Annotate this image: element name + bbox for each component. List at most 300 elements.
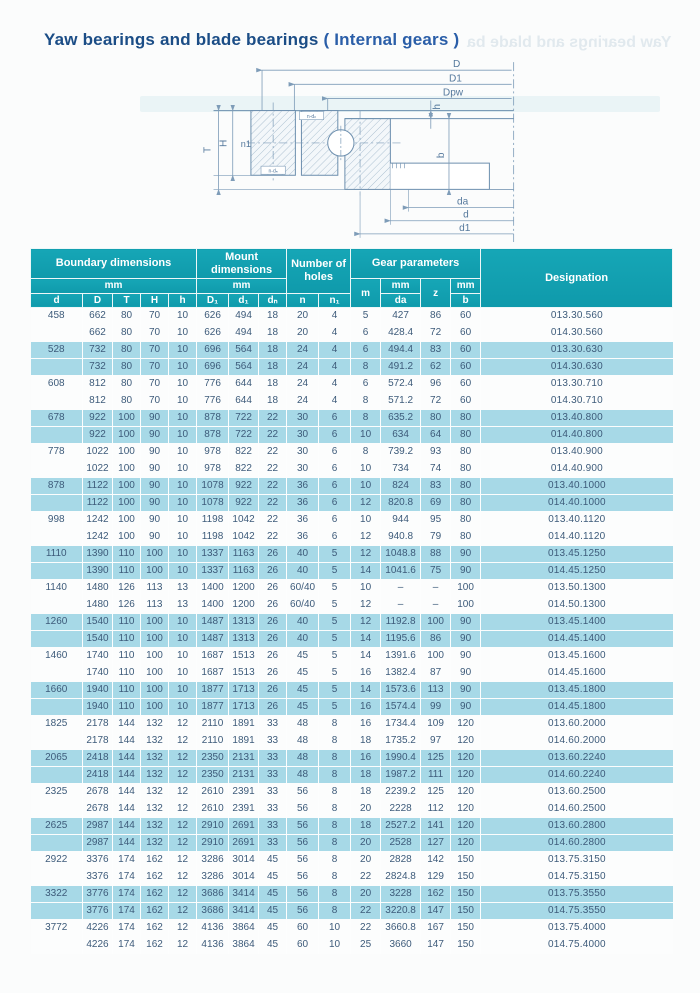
cell-designation: 013.45.1800 (481, 682, 673, 699)
cell-m: 18 (351, 767, 381, 784)
cell-m: 8 (351, 410, 381, 427)
cell-da: 1990.4 (381, 750, 421, 767)
bearing-cross-section-drawing (188, 54, 522, 246)
cell-da: 739.2 (381, 444, 421, 461)
cell-d: 1260 (31, 614, 83, 631)
cell-da: 820.8 (381, 495, 421, 512)
cell-b: 120 (451, 716, 481, 733)
cell-n1: 5 (319, 631, 351, 648)
cell-designation: 013.45.1250 (481, 546, 673, 563)
cell-D1: 1078 (197, 478, 229, 495)
cell-m: 25 (351, 937, 381, 954)
cell-d1: 1713 (229, 682, 259, 699)
cell-h: 12 (169, 869, 197, 886)
cell-D: 1122 (83, 478, 113, 495)
cell-D: 1022 (83, 461, 113, 478)
cell-n: 36 (287, 478, 319, 495)
cell-D: 1740 (83, 665, 113, 682)
cell-b: 60 (451, 342, 481, 359)
cell-d1: 2131 (229, 750, 259, 767)
cell-T: 100 (113, 529, 141, 546)
cell-d1: 822 (229, 444, 259, 461)
cell-n: 45 (287, 665, 319, 682)
cell-H: 162 (141, 886, 169, 903)
cell-D1: 1337 (197, 563, 229, 580)
header-unit-mm-da: mm (381, 279, 421, 294)
cell-h: 10 (169, 308, 197, 325)
cell-H: 70 (141, 376, 169, 393)
cell-b: 80 (451, 444, 481, 461)
cell-z: 142 (421, 852, 451, 869)
cell-dn: 26 (259, 546, 287, 563)
cell-D: 4226 (83, 920, 113, 937)
cell-D1: 776 (197, 393, 229, 410)
cell-D: 1740 (83, 648, 113, 665)
cell-da: 572.4 (381, 376, 421, 393)
cell-d1: 922 (229, 478, 259, 495)
cell-D1: 2910 (197, 835, 229, 852)
cell-n1: 5 (319, 682, 351, 699)
cell-m: 12 (351, 546, 381, 563)
cell-h: 10 (169, 410, 197, 427)
cell-D: 3776 (83, 903, 113, 920)
cell-n: 30 (287, 410, 319, 427)
cell-n: 30 (287, 444, 319, 461)
cell-T: 144 (113, 733, 141, 750)
cell-d (31, 869, 83, 886)
cell-n1: 8 (319, 767, 351, 784)
bleed-through-title: Yaw bearings and blade ba (467, 34, 672, 51)
cell-d1: 644 (229, 376, 259, 393)
cell-d1: 3414 (229, 886, 259, 903)
cell-n1: 10 (319, 920, 351, 937)
cell-h: 12 (169, 750, 197, 767)
cell-D: 1540 (83, 631, 113, 648)
cell-m: 18 (351, 818, 381, 835)
cell-d1: 3864 (229, 920, 259, 937)
cell-D: 1390 (83, 563, 113, 580)
cell-da: 635.2 (381, 410, 421, 427)
table-row (31, 376, 673, 393)
cell-n1: 6 (319, 427, 351, 444)
spec-table (30, 248, 673, 954)
cell-d (31, 835, 83, 852)
cell-m: 18 (351, 784, 381, 801)
table-row (31, 920, 673, 937)
cell-n1: 8 (319, 886, 351, 903)
cell-n1: 8 (319, 750, 351, 767)
cell-D: 2678 (83, 784, 113, 801)
cell-dn: 18 (259, 376, 287, 393)
cell-designation: 013.75.3550 (481, 886, 673, 903)
cell-D: 2178 (83, 716, 113, 733)
header-col-da: da (381, 293, 421, 308)
cell-da: 571.2 (381, 393, 421, 410)
cell-z: 96 (421, 376, 451, 393)
cell-designation: 014.30.630 (481, 359, 673, 376)
cell-D1: 626 (197, 308, 229, 325)
header-unit-mm-b: mm (451, 279, 481, 294)
cell-b: 90 (451, 563, 481, 580)
cell-da: 1987.2 (381, 767, 421, 784)
cell-da: 427 (381, 308, 421, 325)
cell-b: 80 (451, 478, 481, 495)
cell-d (31, 495, 83, 512)
cell-D1: 3286 (197, 852, 229, 869)
table-row (31, 818, 673, 835)
cell-dn: 22 (259, 512, 287, 529)
cell-D: 2987 (83, 835, 113, 852)
cell-designation: 013.75.3150 (481, 852, 673, 869)
cell-h: 10 (169, 682, 197, 699)
cell-dn: 45 (259, 937, 287, 954)
cell-da: 1391.6 (381, 648, 421, 665)
cell-n: 24 (287, 376, 319, 393)
cell-da: 491.2 (381, 359, 421, 376)
cell-dn: 18 (259, 359, 287, 376)
cell-d1: 1513 (229, 648, 259, 665)
cell-z: 86 (421, 308, 451, 325)
cell-D1: 1198 (197, 529, 229, 546)
cell-dn: 33 (259, 835, 287, 852)
cell-d1: 494 (229, 308, 259, 325)
cell-da: 3660.8 (381, 920, 421, 937)
cell-h: 10 (169, 359, 197, 376)
cell-d: 878 (31, 478, 83, 495)
cell-n1: 4 (319, 325, 351, 342)
table-row (31, 495, 673, 512)
cell-D: 2418 (83, 750, 113, 767)
cell-T: 80 (113, 308, 141, 325)
cell-dn: 33 (259, 733, 287, 750)
cell-d1: 644 (229, 393, 259, 410)
cell-d: 998 (31, 512, 83, 529)
cell-d (31, 733, 83, 750)
cell-da: 3220.8 (381, 903, 421, 920)
cell-dn: 26 (259, 699, 287, 716)
cell-h: 10 (169, 444, 197, 461)
cell-d: 458 (31, 308, 83, 325)
cell-n: 24 (287, 342, 319, 359)
cell-T: 100 (113, 410, 141, 427)
dim-label-n1: n1 (240, 138, 251, 149)
cell-H: 70 (141, 325, 169, 342)
cell-designation: 014.45.1800 (481, 699, 673, 716)
table-row (31, 852, 673, 869)
cell-h: 12 (169, 716, 197, 733)
cell-T: 144 (113, 716, 141, 733)
cell-z: 79 (421, 529, 451, 546)
cell-h: 12 (169, 903, 197, 920)
cell-designation: 014.40.900 (481, 461, 673, 478)
cell-d1: 722 (229, 427, 259, 444)
cell-dn: 22 (259, 410, 287, 427)
cell-D: 1122 (83, 495, 113, 512)
bearing-drawing-svg (188, 54, 522, 246)
cell-D: 3776 (83, 886, 113, 903)
header-col-n: n (287, 293, 319, 308)
cell-H: 90 (141, 512, 169, 529)
cell-d1: 1891 (229, 733, 259, 750)
cell-n1: 4 (319, 359, 351, 376)
cell-h: 10 (169, 427, 197, 444)
cell-da: 1041.6 (381, 563, 421, 580)
table-row (31, 835, 673, 852)
cell-z: 147 (421, 937, 451, 954)
cell-H: 70 (141, 393, 169, 410)
cell-D1: 1337 (197, 546, 229, 563)
cell-z: 93 (421, 444, 451, 461)
cell-d: 1825 (31, 716, 83, 733)
cell-m: 16 (351, 716, 381, 733)
cell-designation: 014.30.560 (481, 325, 673, 342)
cell-z: 95 (421, 512, 451, 529)
cell-designation: 014.40.800 (481, 427, 673, 444)
cell-H: 132 (141, 767, 169, 784)
cell-n: 45 (287, 648, 319, 665)
cell-d1: 2391 (229, 801, 259, 818)
cell-m: 12 (351, 614, 381, 631)
cell-n: 48 (287, 733, 319, 750)
cell-D: 1540 (83, 614, 113, 631)
cell-T: 80 (113, 359, 141, 376)
cell-h: 10 (169, 342, 197, 359)
table-row (31, 410, 673, 427)
cell-h: 10 (169, 325, 197, 342)
cell-b: 60 (451, 376, 481, 393)
cell-H: 90 (141, 427, 169, 444)
cell-T: 144 (113, 767, 141, 784)
cell-b: 120 (451, 784, 481, 801)
cell-D1: 878 (197, 427, 229, 444)
cell-dn: 33 (259, 750, 287, 767)
cell-n: 24 (287, 359, 319, 376)
cell-b: 120 (451, 750, 481, 767)
cell-D1: 3686 (197, 886, 229, 903)
cell-designation: 014.50.1300 (481, 597, 673, 614)
table-row (31, 597, 673, 614)
cell-b: 90 (451, 665, 481, 682)
cell-n: 60/40 (287, 580, 319, 597)
header-col-m: m (351, 279, 381, 308)
cell-D: 922 (83, 427, 113, 444)
cell-z: 64 (421, 427, 451, 444)
cell-d1: 922 (229, 495, 259, 512)
cell-n1: 6 (319, 495, 351, 512)
cell-T: 110 (113, 614, 141, 631)
cell-da: 734 (381, 461, 421, 478)
cell-H: 132 (141, 835, 169, 852)
cell-n: 30 (287, 461, 319, 478)
cell-D: 3376 (83, 852, 113, 869)
cell-dn: 26 (259, 614, 287, 631)
cell-T: 110 (113, 699, 141, 716)
cell-D: 812 (83, 393, 113, 410)
cell-d: 2625 (31, 818, 83, 835)
cell-d: 2065 (31, 750, 83, 767)
cell-designation: 013.60.2800 (481, 818, 673, 835)
table-row (31, 733, 673, 750)
cell-b: 90 (451, 682, 481, 699)
cell-da: 1195.6 (381, 631, 421, 648)
cell-D: 2987 (83, 818, 113, 835)
cell-z: – (421, 597, 451, 614)
cell-n1: 4 (319, 376, 351, 393)
cell-h: 10 (169, 648, 197, 665)
cell-n: 56 (287, 903, 319, 920)
cell-n: 36 (287, 512, 319, 529)
cell-m: 22 (351, 903, 381, 920)
cell-T: 110 (113, 665, 141, 682)
cell-b: 150 (451, 920, 481, 937)
cell-D: 4226 (83, 937, 113, 954)
cell-n1: 6 (319, 478, 351, 495)
cell-da: – (381, 597, 421, 614)
cell-n1: 8 (319, 801, 351, 818)
cell-z: 83 (421, 342, 451, 359)
cell-dn: 18 (259, 342, 287, 359)
table-row (31, 631, 673, 648)
dim-label-h: h (431, 103, 443, 110)
cell-h: 10 (169, 614, 197, 631)
cell-d1: 1313 (229, 631, 259, 648)
table-row (31, 393, 673, 410)
cell-designation: 014.60.2000 (481, 733, 673, 750)
cell-m: 22 (351, 869, 381, 886)
cell-z: 111 (421, 767, 451, 784)
cell-z: 141 (421, 818, 451, 835)
cell-m: 14 (351, 563, 381, 580)
table-row (31, 529, 673, 546)
cell-n: 36 (287, 529, 319, 546)
cell-T: 100 (113, 512, 141, 529)
cell-d1: 2131 (229, 767, 259, 784)
cell-designation: 013.45.1600 (481, 648, 673, 665)
cell-T: 110 (113, 563, 141, 580)
cell-T: 80 (113, 325, 141, 342)
cell-d1: 1513 (229, 665, 259, 682)
cell-b: 90 (451, 546, 481, 563)
table-row (31, 869, 673, 886)
cell-D1: 4136 (197, 937, 229, 954)
cell-d: 778 (31, 444, 83, 461)
cell-b: 60 (451, 359, 481, 376)
cell-d: 678 (31, 410, 83, 427)
cell-d (31, 427, 83, 444)
cell-z: – (421, 580, 451, 597)
cell-m: 14 (351, 682, 381, 699)
cell-dn: 26 (259, 580, 287, 597)
cell-h: 10 (169, 563, 197, 580)
cell-dn: 22 (259, 495, 287, 512)
cell-T: 80 (113, 376, 141, 393)
cell-d: 3322 (31, 886, 83, 903)
cell-b: 80 (451, 427, 481, 444)
cell-b: 60 (451, 308, 481, 325)
cell-d1: 3414 (229, 903, 259, 920)
cell-n: 56 (287, 852, 319, 869)
cell-h: 10 (169, 461, 197, 478)
hole-note-top: n-dₙ (306, 114, 317, 121)
cell-n: 24 (287, 393, 319, 410)
cell-H: 132 (141, 801, 169, 818)
cell-m: 12 (351, 529, 381, 546)
cell-D: 1940 (83, 682, 113, 699)
cell-da: 1048.8 (381, 546, 421, 563)
cell-n: 30 (287, 427, 319, 444)
cell-D: 1242 (83, 512, 113, 529)
cell-H: 162 (141, 903, 169, 920)
cell-T: 144 (113, 835, 141, 852)
cell-d1: 1313 (229, 614, 259, 631)
cell-n1: 8 (319, 869, 351, 886)
header-col-D: D (83, 293, 113, 308)
table-row (31, 342, 673, 359)
cell-H: 132 (141, 716, 169, 733)
cell-T: 100 (113, 478, 141, 495)
cell-H: 100 (141, 699, 169, 716)
cell-m: 8 (351, 359, 381, 376)
cell-n1: 8 (319, 835, 351, 852)
dim-label-d1: d1 (459, 222, 471, 234)
header-col-d1: d₁ (229, 293, 259, 308)
cell-n: 45 (287, 682, 319, 699)
cell-d (31, 937, 83, 954)
cell-d: 2922 (31, 852, 83, 869)
cell-designation: 013.60.2240 (481, 750, 673, 767)
cell-designation: 013.45.1400 (481, 614, 673, 631)
cell-z: 147 (421, 903, 451, 920)
cell-m: 6 (351, 376, 381, 393)
dim-label-D1: D1 (448, 73, 462, 85)
cell-h: 12 (169, 886, 197, 903)
cell-d1: 1200 (229, 580, 259, 597)
cell-z: 100 (421, 648, 451, 665)
cell-dn: 22 (259, 427, 287, 444)
header-col-z: z (421, 279, 451, 308)
cell-h: 12 (169, 767, 197, 784)
table-row (31, 767, 673, 784)
cell-d (31, 529, 83, 546)
cell-D1: 2110 (197, 733, 229, 750)
cell-da: 1735.2 (381, 733, 421, 750)
cell-n1: 4 (319, 308, 351, 325)
cell-d1: 722 (229, 410, 259, 427)
hole-note-bottom: n-dₙ (268, 168, 278, 175)
cell-T: 100 (113, 495, 141, 512)
table-row (31, 614, 673, 631)
table-row (31, 682, 673, 699)
cell-d1: 2691 (229, 818, 259, 835)
cell-designation: 014.75.3150 (481, 869, 673, 886)
cell-n1: 5 (319, 597, 351, 614)
cell-designation: 013.30.560 (481, 308, 673, 325)
cell-n1: 5 (319, 563, 351, 580)
cell-D1: 1487 (197, 631, 229, 648)
dim-label-D: D (453, 59, 461, 71)
cell-h: 12 (169, 852, 197, 869)
cell-T: 110 (113, 682, 141, 699)
cell-dn: 22 (259, 444, 287, 461)
table-row (31, 325, 673, 342)
cell-T: 110 (113, 631, 141, 648)
cell-da: 824 (381, 478, 421, 495)
cell-da: 940.8 (381, 529, 421, 546)
cell-b: 150 (451, 903, 481, 920)
cell-b: 150 (451, 852, 481, 869)
cell-designation: 014.60.2500 (481, 801, 673, 818)
cell-D1: 1400 (197, 597, 229, 614)
